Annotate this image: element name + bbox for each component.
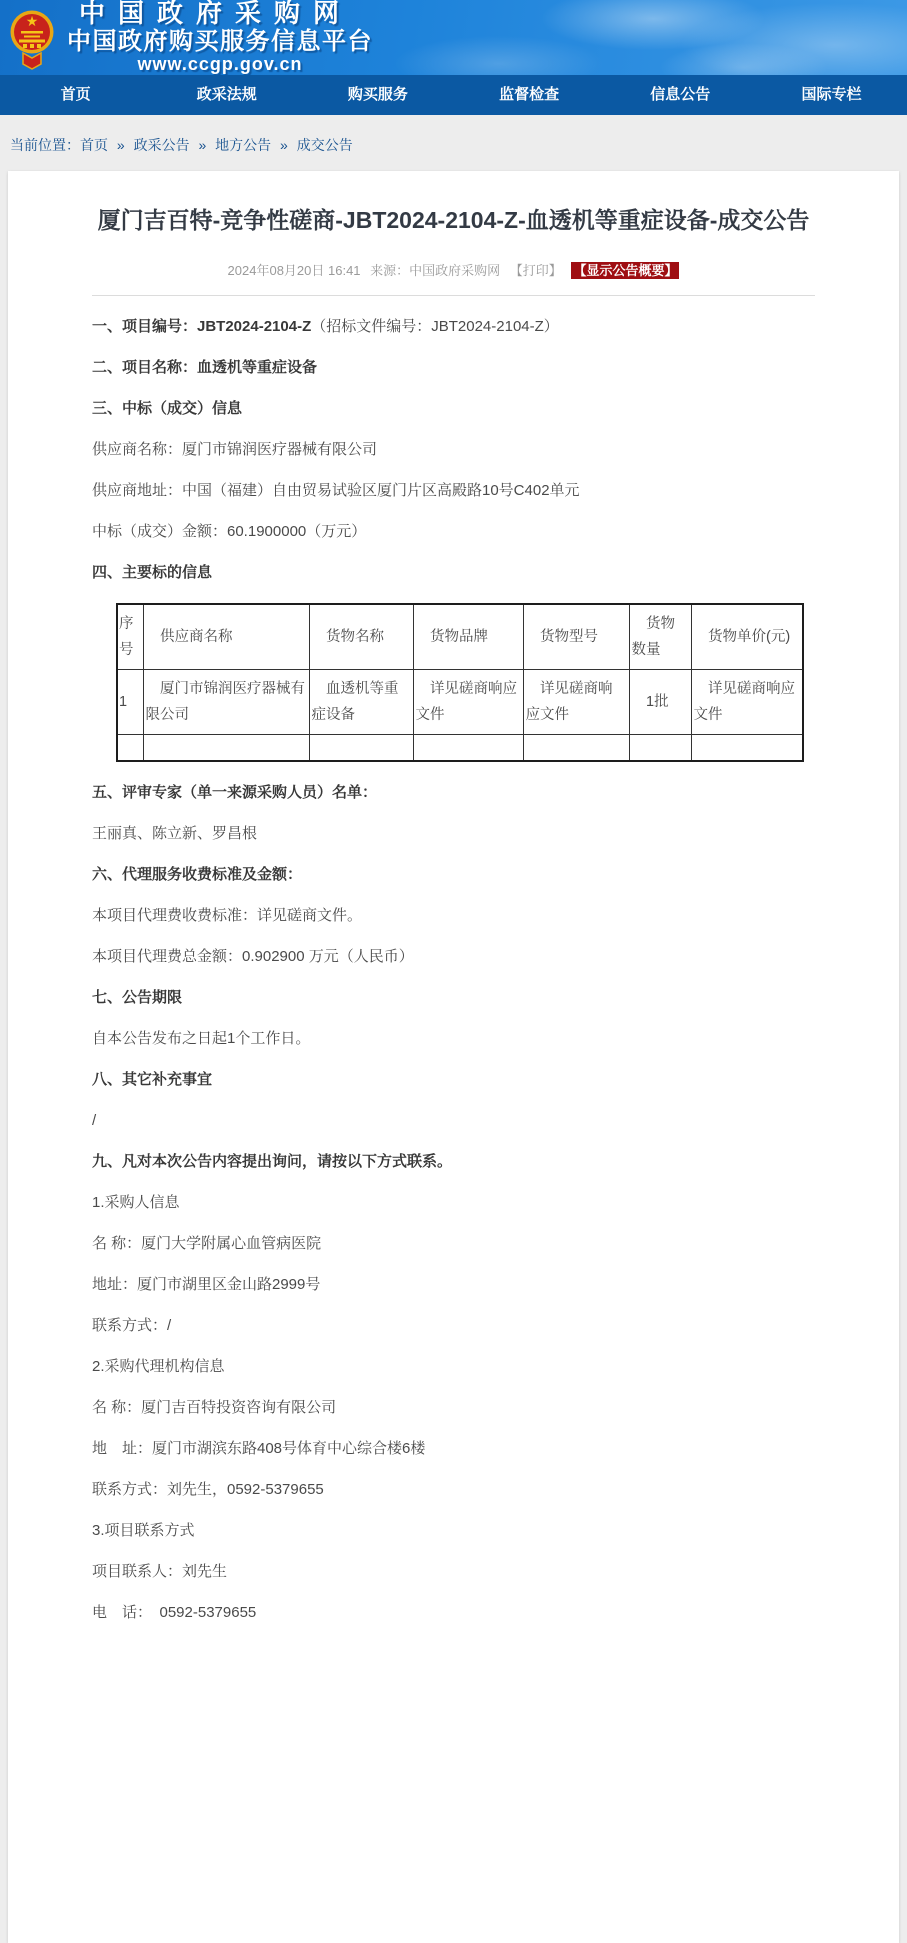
para-text: 本项目代理费收费标准：详见磋商文件。 xyxy=(92,907,363,925)
para-announcement-period-heading xyxy=(92,987,815,1008)
para-text: 联系方式：/ xyxy=(92,1317,172,1335)
table-row xyxy=(117,670,803,735)
para-text: 名 称：厦门大学附属心血管病医院 xyxy=(92,1235,322,1253)
para-project-number xyxy=(92,316,815,337)
article-source: 来源：中国政府采购网 xyxy=(370,263,501,279)
site-subtitle: 中国政府购买服务信息平台 xyxy=(67,27,373,55)
page-title: 厦门吉百特-竞争性磋商-JBT2024-2104-Z-血透机等重症设备-成交公告 xyxy=(97,207,810,233)
cell-empty xyxy=(143,735,309,762)
cell-goods-brand: 详见磋商响应文件 xyxy=(413,670,523,735)
nav-item-announcements[interactable]: 信息公告 xyxy=(650,86,711,103)
para-text: 自本公告发布之日起1个工作日。 xyxy=(92,1030,311,1048)
breadcrumb-link-award-announcements[interactable]: 成交公告 xyxy=(296,137,353,153)
para-bold: 二、项目名称：血透机等重症设备 xyxy=(92,359,318,377)
cell-goods-model: 详见磋商响应文件 xyxy=(523,670,629,735)
table-header-row xyxy=(117,604,803,670)
para-project-contact-heading xyxy=(92,1520,815,1541)
para-purchaser-name xyxy=(92,1233,815,1254)
para-bold: 六、代理服务收费标准及金额： xyxy=(92,866,303,884)
cell-empty xyxy=(117,735,143,762)
bid-items-table xyxy=(116,603,804,762)
publish-datetime: 2024年08月20日 16:41 xyxy=(227,263,361,279)
para-text: 地 址：厦门市湖滨东路408号体育中心综合楼6楼 xyxy=(92,1440,426,1458)
para-bold: 八、其它补充事宜 xyxy=(92,1071,213,1089)
col-header-goods-brand: 货物品牌 xyxy=(413,604,523,670)
site-title: 中国政府采购网 xyxy=(79,0,353,29)
para-award-amount xyxy=(92,521,815,542)
para-bold: 一、项目编号：JBT2024-2104-Z xyxy=(92,318,312,336)
cell-empty xyxy=(691,735,803,762)
main-nav xyxy=(0,75,907,115)
para-text: （招标文件编号：JBT2024-2104-Z） xyxy=(311,318,559,336)
para-text: / xyxy=(92,1112,97,1130)
cell-empty xyxy=(413,735,523,762)
table-row-empty xyxy=(117,735,803,762)
cell-goods-name: 血透机等重症设备 xyxy=(309,670,413,735)
para-experts-names xyxy=(92,823,815,844)
para-text: 名 称：厦门吉百特投资咨询有限公司 xyxy=(92,1399,337,1417)
cell-empty xyxy=(629,735,691,762)
breadcrumb-link-local-announcements[interactable]: 地方公告 xyxy=(215,137,272,153)
content-divider xyxy=(92,295,815,296)
para-other-matters xyxy=(92,1110,815,1131)
para-supplier-address xyxy=(92,480,815,501)
para-agency-fee-heading xyxy=(92,864,815,885)
para-project-contact-phone xyxy=(92,1602,815,1623)
cell-supplier: 厦门市锦润医疗器械有限公司 xyxy=(143,670,309,735)
para-main-items-heading xyxy=(92,562,815,583)
para-text: 地址：厦门市湖里区金山路2999号 xyxy=(92,1276,321,1294)
para-announcement-period xyxy=(92,1028,815,1049)
cell-serial: 1 xyxy=(117,670,143,735)
para-purchaser-info-heading xyxy=(92,1192,815,1213)
para-purchaser-address xyxy=(92,1274,815,1295)
para-text: 电 话： 0592-5379655 xyxy=(92,1604,257,1622)
nav-item-regulations[interactable]: 政采法规 xyxy=(196,86,257,103)
breadcrumb-link-home[interactable]: 首页 xyxy=(80,137,108,153)
para-experts-heading xyxy=(92,782,815,803)
para-project-name xyxy=(92,357,815,378)
para-bold: 九、凡对本次公告内容提出询问，请按以下方式联系。 xyxy=(92,1153,453,1171)
article-content xyxy=(8,295,899,1623)
nav-item-purchase-services[interactable]: 购买服务 xyxy=(347,86,408,103)
site-title-block xyxy=(67,0,373,74)
col-header-supplier: 供应商名称 xyxy=(143,604,309,670)
para-agency-address xyxy=(92,1438,815,1459)
nav-item-international[interactable]: 国际专栏 xyxy=(801,86,862,103)
breadcrumb-link-procurement-announcements[interactable]: 政采公告 xyxy=(133,137,190,153)
para-bold: 三、中标（成交）信息 xyxy=(92,400,243,418)
col-header-goods-qty: 货物数量 xyxy=(629,604,691,670)
para-bold: 七、公告期限 xyxy=(92,989,183,1007)
cell-empty xyxy=(309,735,413,762)
col-header-serial: 序号 xyxy=(117,604,143,670)
para-bold: 五、评审专家（单一来源采购人员）名单： xyxy=(92,784,378,802)
nav-item-supervision[interactable]: 监督检查 xyxy=(499,86,560,103)
national-emblem-icon xyxy=(9,6,55,70)
para-text: 本项目代理费总金额：0.902900 万元（人民币） xyxy=(92,948,414,966)
breadcrumb xyxy=(0,115,907,171)
para-agency-fee-standard xyxy=(92,905,815,926)
para-project-contact-person xyxy=(92,1561,815,1582)
svg-text:★: ★ xyxy=(25,12,39,29)
para-supplier-name xyxy=(92,439,815,460)
col-header-goods-name: 货物名称 xyxy=(309,604,413,670)
cell-goods-unit-price: 详见磋商响应文件 xyxy=(691,670,803,735)
para-text: 供应商地址：中国（福建）自由贸易试验区厦门片区高殿路10号C402单元 xyxy=(92,482,580,500)
print-button[interactable]: 【打印】 xyxy=(509,263,562,279)
para-other-matters-heading xyxy=(92,1069,815,1090)
para-text: 联系方式：刘先生，0592-5379655 xyxy=(92,1481,324,1499)
para-agency-name xyxy=(92,1397,815,1418)
para-text: 2.采购代理机构信息 xyxy=(92,1358,225,1376)
article-card xyxy=(8,171,899,1943)
para-contact-heading xyxy=(92,1151,815,1172)
cell-goods-qty: 1批 xyxy=(629,670,691,735)
breadcrumb-separator: » xyxy=(280,137,288,153)
para-text: 1.采购人信息 xyxy=(92,1194,180,1212)
breadcrumb-separator: » xyxy=(116,137,125,153)
col-header-goods-unit-price: 货物单价(元) xyxy=(691,604,803,670)
para-bold: 四、主要标的信息 xyxy=(92,564,213,582)
para-agency-info-heading xyxy=(92,1356,815,1377)
para-award-info-heading xyxy=(92,398,815,419)
para-agency-fee-total xyxy=(92,946,815,967)
para-purchaser-contact xyxy=(92,1315,815,1336)
para-text: 3.项目联系方式 xyxy=(92,1522,195,1540)
para-text: 中标（成交）金额：60.1900000（万元） xyxy=(92,523,367,541)
site-banner xyxy=(0,0,907,75)
breadcrumb-separator: » xyxy=(198,137,207,153)
cell-empty xyxy=(523,735,629,762)
site-url: www.ccgp.gov.cn xyxy=(137,53,303,74)
para-text: 供应商名称：厦门市锦润医疗器械有限公司 xyxy=(92,441,378,459)
col-header-goods-model: 货物型号 xyxy=(523,604,629,670)
nav-item-home[interactable]: 首页 xyxy=(60,86,91,103)
para-agency-contact xyxy=(92,1479,815,1500)
para-text: 王丽真、陈立新、罗昌根 xyxy=(92,825,258,843)
show-summary-button[interactable]: 【显示公告概要】 xyxy=(573,263,678,279)
para-text: 项目联系人：刘先生 xyxy=(92,1563,228,1581)
site-logo-link[interactable] xyxy=(0,0,907,75)
breadcrumb-label: 当前位置： xyxy=(10,137,80,153)
article-meta xyxy=(8,260,899,279)
